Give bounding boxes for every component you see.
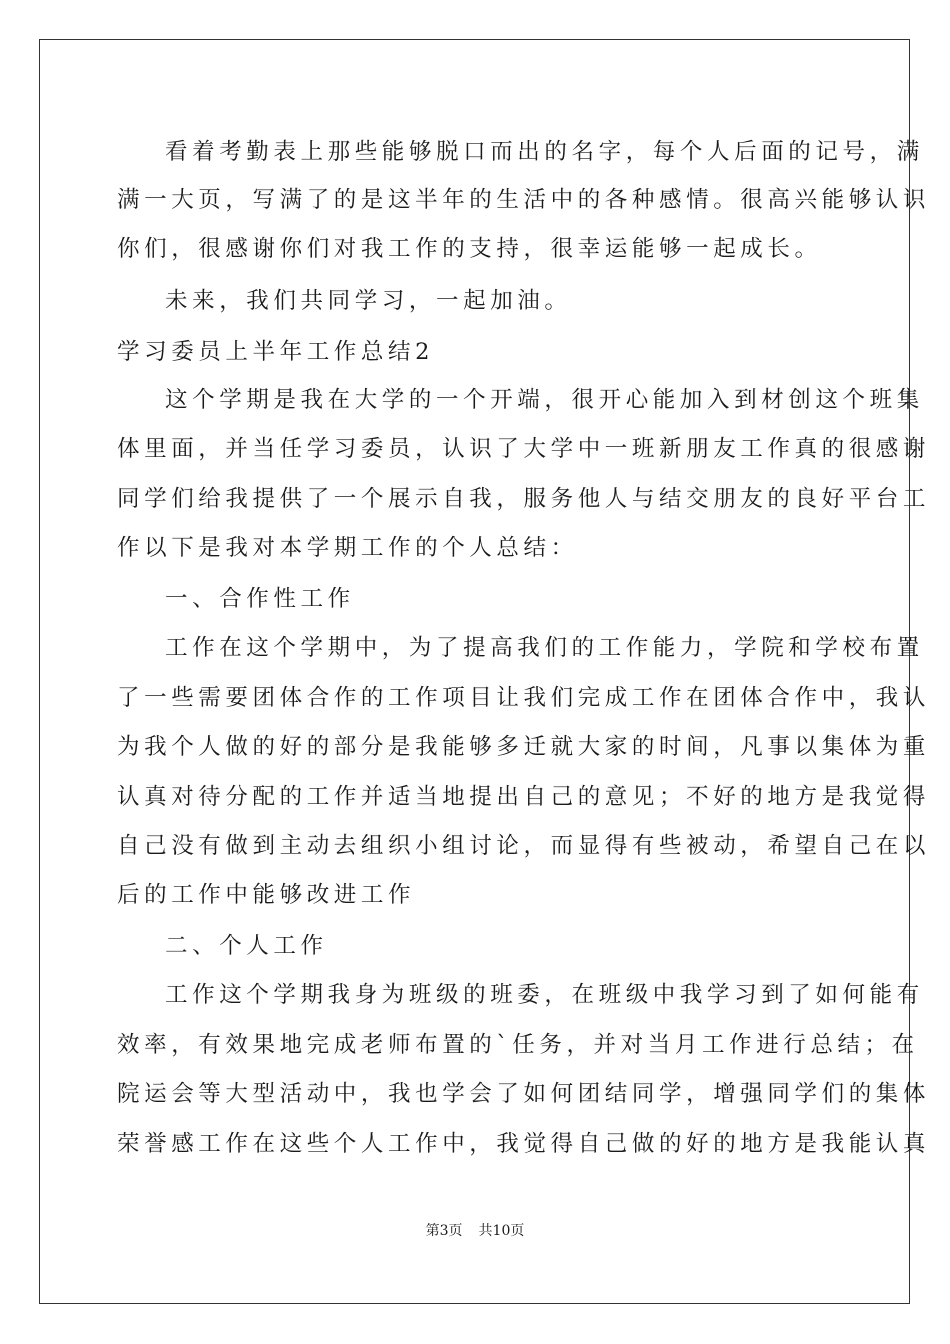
body-line: 工作在这个学期中，为了提高我们的工作能力，学院和学校布置 (165, 635, 924, 661)
body-line: 体里面，并当任学习委员，认识了大学中一班新朋友工作真的很感谢 (117, 436, 931, 462)
page-footer (0, 1222, 950, 1240)
body-line: 作以下是我对本学期工作的个人总结： (117, 535, 578, 561)
body-line: 效率，有效果地完成老师布置的`任务，并对当月工作进行总结；在 (117, 1032, 919, 1058)
body-line: 后的工作中能够改进工作 (117, 882, 416, 908)
subheading: 二、个人工作 (165, 933, 328, 959)
body-line: 你们，很感谢你们对我工作的支持，很幸运能够一起成长。 (117, 236, 822, 262)
body-line: 这个学期是我在大学的一个开端，很开心能加入到材创这个班集 (165, 387, 924, 413)
page-number: 第3页 (425, 1223, 463, 1239)
body-line: 满一大页，写满了的是这半年的生活中的各种感情。很高兴能够认识 (117, 187, 931, 213)
body-line: 为我个人做的好的部分是我能够多迁就大家的时间，凡事以集体为重 (117, 734, 931, 760)
section-title: 学习委员上半年工作总结2 (117, 339, 435, 365)
body-line: 工作这个学期我身为班级的班委，在班级中我学习到了如何能有 (165, 982, 924, 1008)
page-total: 共10页 (478, 1223, 525, 1239)
body-line: 自己没有做到主动去组织小组讨论，而显得有些被动，希望自己在以 (117, 833, 931, 859)
body-line: 看着考勤表上那些能够脱口而出的名字，每个人后面的记号，满 (165, 139, 924, 165)
body-line: 了一些需要团体合作的工作项目让我们完成工作在团体合作中，我认 (117, 685, 931, 711)
body-line: 院运会等大型活动中，我也学会了如何团结同学，增强同学们的集体 (117, 1081, 931, 1107)
body-line: 荣誉感工作在这些个人工作中，我觉得自己做的好的地方是我能认真 (117, 1131, 931, 1157)
body-line: 同学们给我提供了一个展示自我，服务他人与结交朋友的良好平台工 (117, 486, 931, 512)
page-border (39, 39, 931, 1304)
body-line: 认真对待分配的工作并适当地提出自己的意见；不好的地方是我觉得 (117, 784, 931, 810)
body-line: 未来，我们共同学习，一起加油。 (165, 288, 572, 314)
subheading: 一、合作性工作 (165, 586, 355, 612)
